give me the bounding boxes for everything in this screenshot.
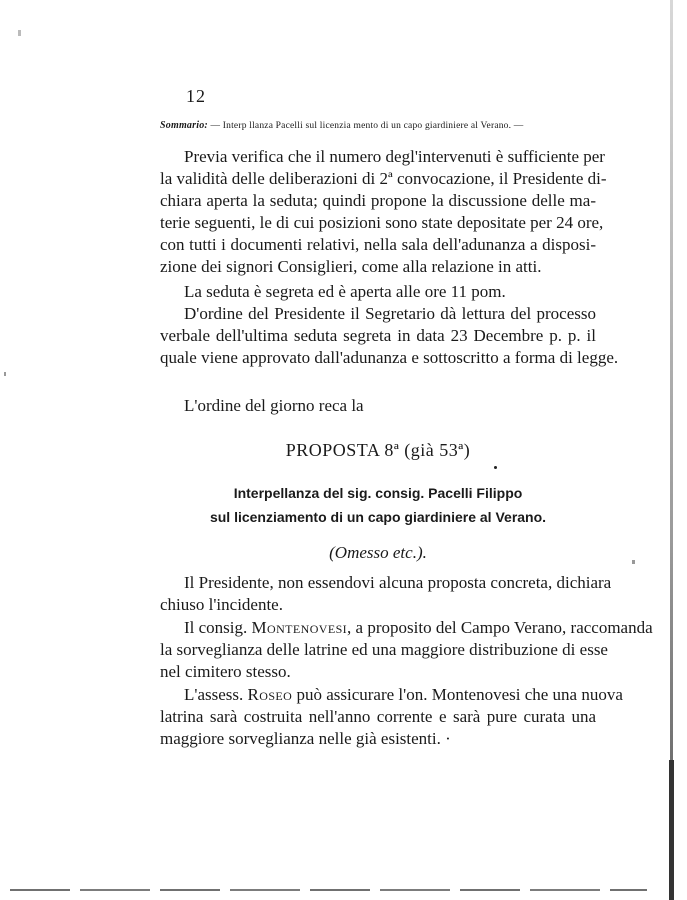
paragraph-minutes — [160, 303, 619, 369]
proposal-subject — [160, 481, 596, 529]
text-line: zione dei signori Consiglieri, come alla relazione in atti. — [160, 257, 542, 276]
text-line: chiara aperta la seduta; quindi propone la discussione delle ma- — [160, 191, 596, 210]
text-line: Previa verifica che il numero degl'intervenuti è sufficiente per — [184, 147, 605, 166]
page-number: 12 — [186, 86, 206, 106]
subject-line: sul licenziamento di un capo giardiniere al Verano. — [209, 509, 547, 525]
text-line: terie seguenti, le di cui posizioni sono state depositate per 24 ore, — [160, 213, 604, 232]
speck — [632, 560, 635, 564]
text-line: quale viene approvato dall'adunanza e sottoscritto a forma di legge. — [160, 348, 619, 367]
text-line: la validità delle deliberazioni di 2ª convocazione, il Presidente di- — [160, 169, 607, 188]
paragraph-president — [160, 572, 612, 616]
speaker-name: Roseo — [247, 685, 293, 704]
text-line: chiuso l'incidente. — [160, 595, 283, 614]
paragraph-roseo — [160, 684, 623, 750]
speck — [18, 30, 21, 36]
summary-line — [160, 120, 560, 131]
text-line: con tutti i documenti relativi, nella sala dell'adunanza a disposi- — [160, 235, 596, 254]
text-line — [160, 617, 653, 639]
text-line: D'ordine del Presidente il Segretario dà lettura del processo — [184, 304, 596, 323]
speaker-prefix: Il consig. — [184, 618, 248, 637]
text-line: verbale dell'ultima seduta segreta in data 23 Decembre p. p. il — [160, 326, 596, 345]
speaker-name: Montenovesi — [251, 618, 348, 637]
bottom-edge — [10, 889, 647, 891]
text-line: maggiore sorveglianza nelle già esistenti. · — [160, 729, 451, 748]
proposal-title: PROPOSTA 8ª (già 53ª) — [285, 440, 471, 460]
text-line: Il Presidente, non essendovi alcuna proposta concreta, dichiara — [184, 573, 612, 592]
speck — [494, 466, 497, 469]
subject-line: Interpellanza del sig. consig. Pacelli Filippo — [233, 485, 523, 501]
page-edge-shadow — [669, 760, 674, 900]
paragraph-session-secret — [160, 281, 596, 303]
summary-label: Sommario: — [160, 120, 208, 131]
text-fragment: può assicurare l'on. Montenovesi che una nuova — [292, 685, 623, 704]
paragraph-montenovesi — [160, 617, 653, 683]
speck — [4, 372, 6, 376]
text-line: latrina sarà costruita nell'anno corrente e sarà pure curata una — [160, 707, 596, 726]
omitted-note: (Omesso etc.). — [329, 543, 427, 562]
speaker-prefix: L'assess. — [184, 685, 244, 704]
text-fragment: , a proposito del Campo Verano, raccomanda — [347, 618, 653, 637]
agenda-line: L'ordine del giorno reca la — [184, 396, 364, 415]
text-line: La seduta è segreta ed è aperta alle ore 11 pom. — [184, 282, 506, 301]
summary-text: — Interp llanza Pacelli sul licenzia mento di un capo giardiniere al Verano. — — [210, 121, 524, 131]
text-line: nel cimitero stesso. — [160, 662, 291, 681]
text-line: la sorveglianza delle latrine ed una maggiore distribuzione di esse — [160, 640, 608, 659]
text-line — [160, 684, 623, 706]
paragraph-verification — [160, 146, 607, 278]
